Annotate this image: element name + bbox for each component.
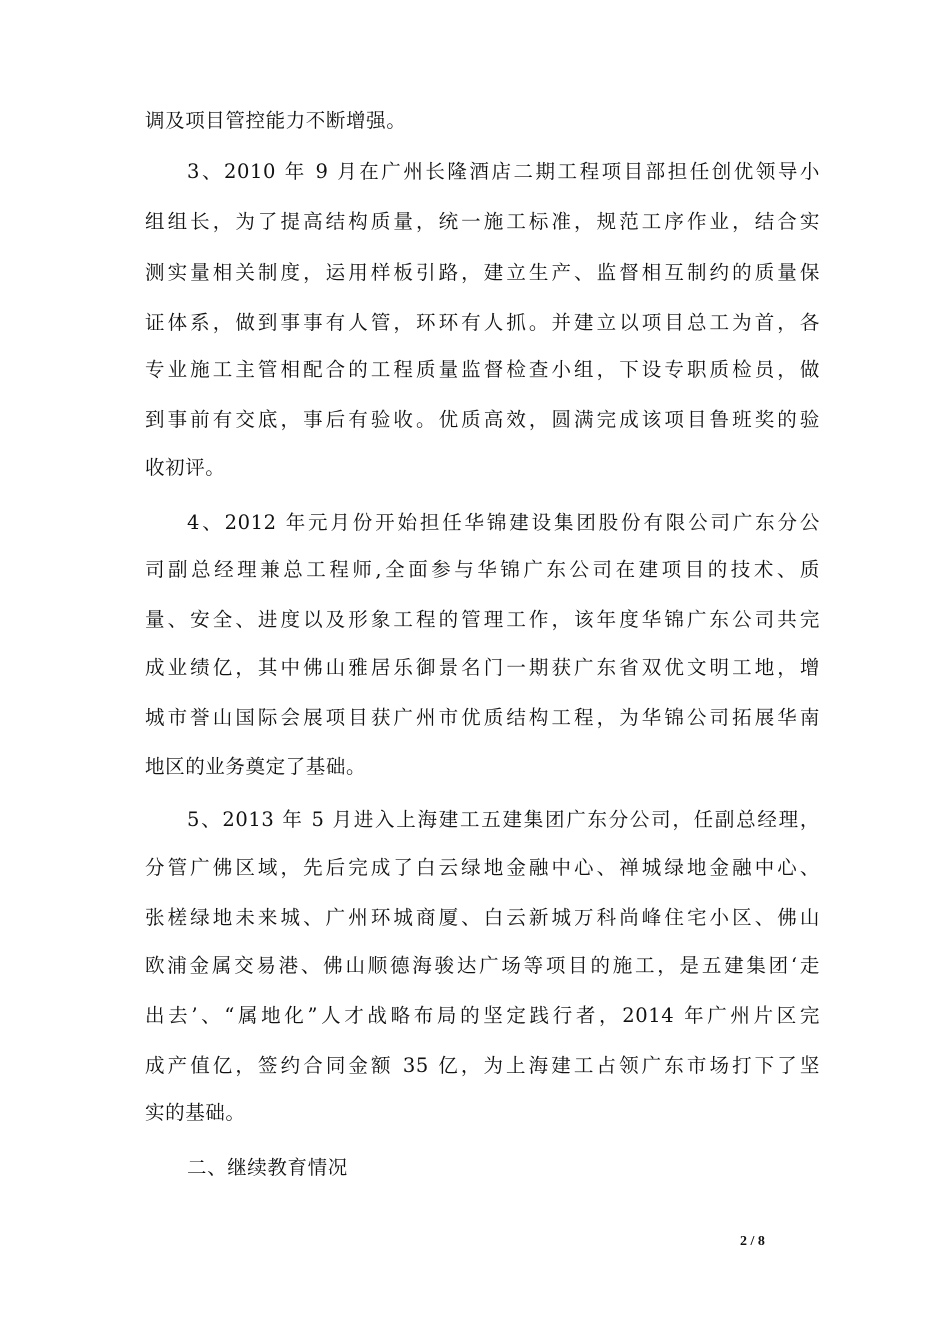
paragraph-4-line-2: 司副总经理兼总工程师,全面参与华锦广东公司在建项目的技术、质 <box>145 558 820 581</box>
paragraph-continuation-line: 调及项目管控能力不断增强。 <box>145 109 407 132</box>
paragraph-3-line-5: 专业施工主管相配合的工程质量监督检查小组，下设专职质检员，做 <box>145 358 820 381</box>
paragraph-4-line-4: 成业绩亿，其中佛山雅居乐御景名门一期获广东省双优文明工地，增 <box>145 656 820 679</box>
paragraph-4-line-6: 地区的业务奠定了基础。 <box>145 755 367 778</box>
paragraph-4-line-5: 城市誉山国际会展项目获广州市优质结构工程，为华锦公司拓展华南 <box>145 706 820 729</box>
paragraph-5-line-2: 分管广佛区域，先后完成了白云绿地金融中心、禅城绿地金融中心、 <box>145 856 820 879</box>
paragraph-5-line-7: 实的基础。 <box>145 1101 246 1124</box>
paragraph-4-line-3: 量、安全、进度以及形象工程的管理工作，该年度华锦广东公司共完 <box>145 608 820 631</box>
paragraph-5-line-3: 张槎绿地未来城、广州环城商厦、白云新城万科尚峰住宅小区、佛山 <box>145 906 820 929</box>
paragraph-3-line-4: 证体系，做到事事有人管，环环有人抓。并建立以项目总工为首，各 <box>145 311 820 334</box>
paragraph-3-line-2: 组组长，为了提高结构质量，统一施工标准，规范工序作业，结合实 <box>145 210 820 233</box>
page-number: 2 / 8 <box>740 1234 765 1249</box>
paragraph-5-line-6: 成产值亿，签约合同金额 35 亿，为上海建工占领广东市场打下了坚 <box>145 1054 820 1077</box>
paragraph-5-line-1: 5、2013 年 5 月进入上海建工五建集团广东分公司，任副总经理， <box>187 808 820 831</box>
paragraph-3-line-6: 到事前有交底，事后有验收。优质高效，圆满完成该项目鲁班奖的验 <box>145 408 820 431</box>
paragraph-3-line-3: 测实量相关制度，运用样板引路，建立生产、监督相互制约的质量保 <box>145 261 820 284</box>
paragraph-4-line-1: 4、2012 年元月份开始担任华锦建设集团股份有限公司广东分公 <box>187 511 820 534</box>
paragraph-3-line-7: 收初评。 <box>145 456 226 479</box>
paragraph-5-line-4: 欧浦金属交易港、佛山顺德海骏达广场等项目的施工，是五建集团‘走 <box>145 954 820 977</box>
section-heading-continuing-education: 二、继续教育情况 <box>187 1156 348 1179</box>
paragraph-5-line-5: 出去’、“属地化”人才战略布局的坚定践行者，2014 年广州片区完 <box>145 1004 820 1027</box>
paragraph-3-line-1: 3、2010 年 9 月在广州长隆酒店二期工程项目部担任创优领导小 <box>187 160 820 183</box>
